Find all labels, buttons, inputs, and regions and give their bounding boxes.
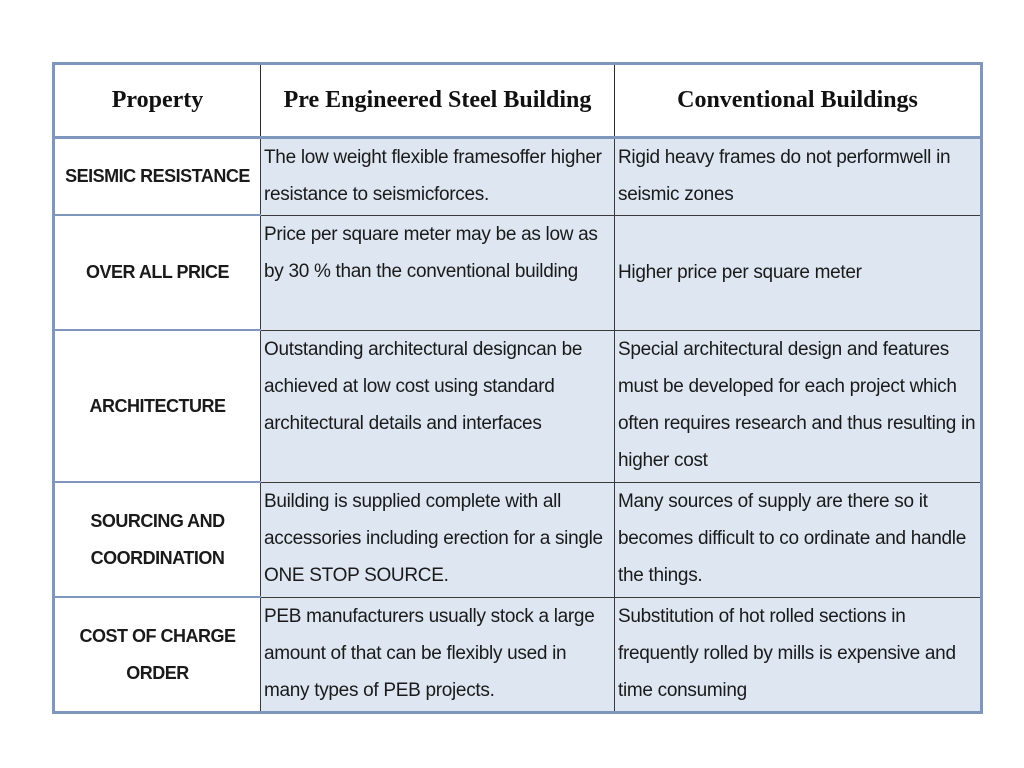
table-body (54, 138, 982, 713)
peb-cell: Outstanding architectural designcan be achieved at low cost using standard architectural details and interfaces (261, 330, 615, 482)
table-row (54, 138, 982, 216)
comparison-table (52, 62, 983, 714)
table-row (54, 597, 982, 713)
header-peb: Pre Engineered Steel Building (261, 64, 615, 138)
header-property: Property (54, 64, 261, 138)
conventional-cell: Higher price per square meter (615, 215, 982, 330)
table-header (54, 64, 982, 138)
property-cell: COST OF CHARGE ORDER (54, 597, 261, 713)
peb-cell: PEB manufacturers usually stock a large amount of that can be flexibly used in many types of PEB projects. (261, 597, 615, 713)
table-row (54, 215, 982, 330)
peb-cell: Price per square meter may be as low as by 30 % than the conventional building (261, 215, 615, 330)
header-conventional: Conventional Buildings (615, 64, 982, 138)
conventional-cell: Special architectural design and features must be developed for each project which often requires research and thus resulting in higher cost (615, 330, 982, 482)
table-row (54, 330, 982, 482)
conventional-cell: Rigid heavy frames do not performwell in seismic zones (615, 138, 982, 216)
conventional-cell: Substitution of hot rolled sections in frequently rolled by mills is expensive and time consuming (615, 597, 982, 713)
conventional-cell: Many sources of supply are there so it becomes difficult to co ordinate and handle the things. (615, 482, 982, 597)
peb-cell: Building is supplied complete with all accessories including erection for a single ONE STOP SOURCE. (261, 482, 615, 597)
header-row (54, 64, 982, 138)
property-cell: SOURCING AND COORDINATION (54, 482, 261, 597)
property-cell: OVER ALL PRICE (54, 215, 261, 330)
property-cell: ARCHITECTURE (54, 330, 261, 482)
peb-cell: The low weight flexible framesoffer higher resistance to seismicforces. (261, 138, 615, 216)
table-row (54, 482, 982, 597)
property-cell: SEISMIC RESISTANCE (54, 138, 261, 216)
